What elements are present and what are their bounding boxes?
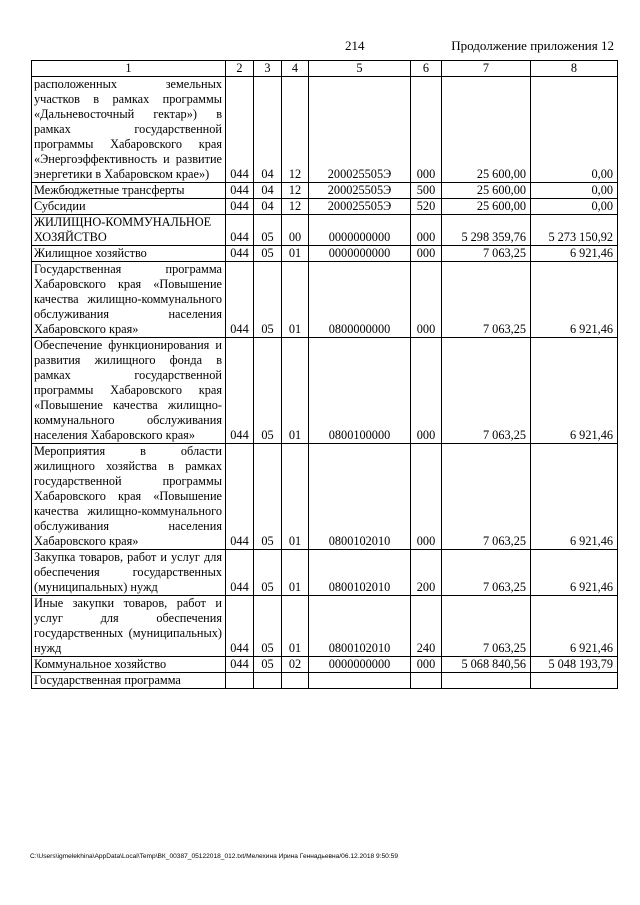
- cell-c5: 0000000000: [309, 246, 411, 262]
- row-description: Иные закупки товаров, работ и услуг для обеспечения государственных (муниципальных) нужд: [32, 596, 226, 657]
- cell-c7: 7 063,25: [442, 338, 531, 444]
- cell-c8: 6 921,46: [531, 550, 618, 596]
- cell-c4: 01: [282, 338, 309, 444]
- cell-c6: 000: [411, 77, 442, 183]
- table-row: [32, 338, 618, 444]
- cell-c2: 044: [226, 215, 254, 246]
- table-row: [32, 215, 618, 246]
- cell-c2: 044: [226, 338, 254, 444]
- cell-c8: 0,00: [531, 77, 618, 183]
- cell-c5: 200025505Э: [309, 183, 411, 199]
- cell-c3: [254, 673, 282, 689]
- column-header: 3: [254, 61, 282, 77]
- cell-c2: 044: [226, 246, 254, 262]
- cell-c3: 05: [254, 262, 282, 338]
- cell-c7: 5 298 359,76: [442, 215, 531, 246]
- cell-c5: 200025505Э: [309, 199, 411, 215]
- cell-c4: 12: [282, 183, 309, 199]
- cell-c3: 05: [254, 550, 282, 596]
- cell-c5: 0800100000: [309, 338, 411, 444]
- cell-c8: 5 273 150,92: [531, 215, 618, 246]
- cell-c3: 05: [254, 215, 282, 246]
- cell-c6: 000: [411, 444, 442, 550]
- cell-c3: 05: [254, 596, 282, 657]
- cell-c4: 01: [282, 444, 309, 550]
- cell-c5: 0800102010: [309, 596, 411, 657]
- cell-c2: 044: [226, 77, 254, 183]
- cell-c7: 7 063,25: [442, 444, 531, 550]
- cell-c8: 0,00: [531, 183, 618, 199]
- column-header: 5: [309, 61, 411, 77]
- cell-c4: 01: [282, 262, 309, 338]
- row-description: Государственная программа: [32, 673, 226, 689]
- cell-c2: 044: [226, 550, 254, 596]
- cell-c6: 520: [411, 199, 442, 215]
- row-description: Закупка товаров, работ и услуг для обеспечения государственных (муниципальных) нужд: [32, 550, 226, 596]
- cell-c3: 05: [254, 444, 282, 550]
- row-description: расположенных земельных участков в рамках программы «Дальневосточный гектар») в рамках государственной программы Хабаровского края «Энергоэффективность и развитие энергетики в Хабаровском крае»): [32, 77, 226, 183]
- table-row: [32, 550, 618, 596]
- table-row: [32, 673, 618, 689]
- cell-c4: 01: [282, 596, 309, 657]
- cell-c6: 000: [411, 657, 442, 673]
- cell-c4: 12: [282, 77, 309, 183]
- cell-c5: [309, 673, 411, 689]
- appendix-continuation-note: Продолжение приложения 12: [451, 38, 614, 53]
- footer-file-path: C:\Users\igmelekhina\AppData\Local\Temp\ВК_00387_05122018_012.txt/Мелехина Ирина Геннадьевна/06.12.2018 9:50:59: [30, 853, 398, 860]
- row-description: Государственная программа Хабаровского края «Повышение качества жилищно-коммунального обслуживания населения Хабаровского края»: [32, 262, 226, 338]
- column-header: 1: [32, 61, 226, 77]
- cell-c4: 01: [282, 550, 309, 596]
- column-header: 8: [531, 61, 618, 77]
- cell-c6: 240: [411, 596, 442, 657]
- row-description: Жилищное хозяйство: [32, 246, 226, 262]
- table-row: [32, 596, 618, 657]
- cell-c8: 5 048 193,79: [531, 657, 618, 673]
- cell-c5: 0800102010: [309, 444, 411, 550]
- table-row: [32, 77, 618, 183]
- row-description: Мероприятия в области жилищного хозяйства в рамках государственной программы Хабаровского края «Повышение качества жилищно-коммунального обслуживания населения Хабаровского края»: [32, 444, 226, 550]
- cell-c8: [531, 673, 618, 689]
- cell-c8: 6 921,46: [531, 262, 618, 338]
- cell-c2: 044: [226, 444, 254, 550]
- column-header: 7: [442, 61, 531, 77]
- cell-c6: [411, 673, 442, 689]
- row-description: Межбюджетные трансферты: [32, 183, 226, 199]
- cell-c3: 05: [254, 657, 282, 673]
- cell-c4: 00: [282, 215, 309, 246]
- table-row: [32, 657, 618, 673]
- cell-c5: 0800000000: [309, 262, 411, 338]
- cell-c3: 05: [254, 338, 282, 444]
- cell-c7: 7 063,25: [442, 262, 531, 338]
- cell-c6: 500: [411, 183, 442, 199]
- cell-c7: 7 063,25: [442, 596, 531, 657]
- cell-c6: 000: [411, 215, 442, 246]
- cell-c3: 04: [254, 199, 282, 215]
- cell-c2: 044: [226, 199, 254, 215]
- table-header-row: [32, 61, 618, 77]
- cell-c3: 04: [254, 183, 282, 199]
- cell-c7: 25 600,00: [442, 199, 531, 215]
- cell-c4: 12: [282, 199, 309, 215]
- budget-table: [31, 60, 618, 689]
- cell-c7: 7 063,25: [442, 246, 531, 262]
- row-description: Коммунальное хозяйство: [32, 657, 226, 673]
- cell-c5: 200025505Э: [309, 77, 411, 183]
- cell-c7: [442, 673, 531, 689]
- table-row: [32, 199, 618, 215]
- row-description: Обеспечение функционирования и развития жилищного фонда в рамках государственной программы Хабаровского края «Повышение качества жилищно-коммунального обслуживания населения Хабаровского края»: [32, 338, 226, 444]
- cell-c5: 0800102010: [309, 550, 411, 596]
- cell-c2: [226, 673, 254, 689]
- row-description: Субсидии: [32, 199, 226, 215]
- cell-c6: 000: [411, 246, 442, 262]
- cell-c7: 25 600,00: [442, 77, 531, 183]
- cell-c6: 000: [411, 262, 442, 338]
- column-header: 4: [282, 61, 309, 77]
- row-description: ЖИЛИЩНО-КОММУНАЛЬНОЕ ХОЗЯЙСТВО: [32, 215, 226, 246]
- cell-c4: 01: [282, 246, 309, 262]
- cell-c2: 044: [226, 596, 254, 657]
- cell-c2: 044: [226, 657, 254, 673]
- column-header: 6: [411, 61, 442, 77]
- table-row: [32, 444, 618, 550]
- cell-c4: [282, 673, 309, 689]
- cell-c3: 05: [254, 246, 282, 262]
- cell-c5: 0000000000: [309, 657, 411, 673]
- cell-c2: 044: [226, 183, 254, 199]
- column-header: 2: [226, 61, 254, 77]
- table-row: [32, 246, 618, 262]
- cell-c8: 6 921,46: [531, 338, 618, 444]
- table-row: [32, 262, 618, 338]
- cell-c3: 04: [254, 77, 282, 183]
- cell-c5: 0000000000: [309, 215, 411, 246]
- cell-c7: 25 600,00: [442, 183, 531, 199]
- cell-c8: 6 921,46: [531, 444, 618, 550]
- cell-c8: 0,00: [531, 199, 618, 215]
- table-row: [32, 183, 618, 199]
- cell-c7: 5 068 840,56: [442, 657, 531, 673]
- cell-c8: 6 921,46: [531, 596, 618, 657]
- cell-c8: 6 921,46: [531, 246, 618, 262]
- cell-c6: 200: [411, 550, 442, 596]
- page-number: 214: [345, 38, 365, 53]
- cell-c6: 000: [411, 338, 442, 444]
- cell-c4: 02: [282, 657, 309, 673]
- cell-c7: 7 063,25: [442, 550, 531, 596]
- cell-c2: 044: [226, 262, 254, 338]
